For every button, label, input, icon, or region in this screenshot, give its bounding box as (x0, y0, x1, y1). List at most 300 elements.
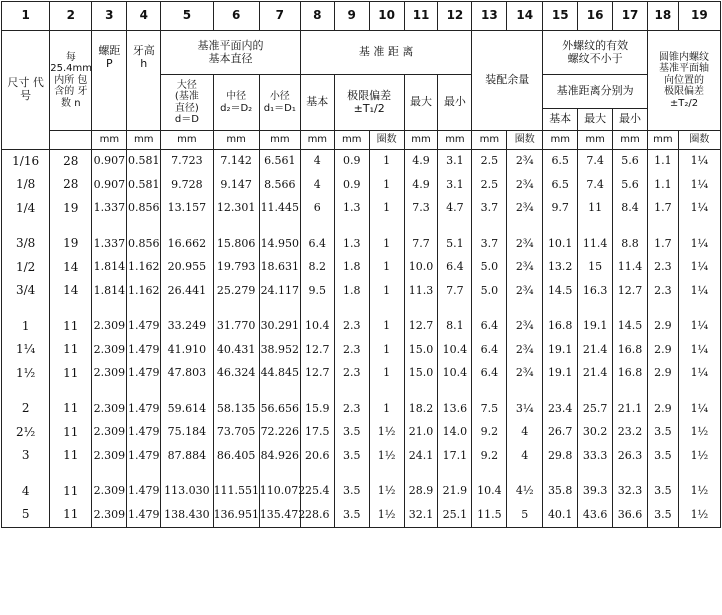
table-cell: 7.4 (578, 174, 613, 198)
spacer-cell (578, 468, 613, 480)
table-cell: 3.7 (472, 197, 507, 221)
column-number: 17 (613, 2, 648, 31)
table-cell: 1 (369, 280, 404, 304)
table-cell: 4.9 (404, 150, 438, 174)
spacer-cell (2, 386, 50, 398)
spacer-cell (300, 221, 334, 233)
spacer-cell (50, 303, 92, 315)
spacer-cell (543, 386, 578, 398)
table-cell: 3.7 (472, 233, 507, 257)
table-cell: 18.2 (404, 398, 438, 422)
table-row (2, 421, 721, 445)
int-thread-deviation-header: 圆锥内螺纹 基准平面轴 向位置的 极限偏差 ±T₂/2 (648, 31, 721, 131)
table-cell: 2.5 (472, 174, 507, 198)
table-cell: 2.3 (648, 256, 679, 280)
thread-dimensions-table (1, 1, 721, 528)
spacer-cell (127, 468, 161, 480)
unit-fit-mm: mm (472, 131, 507, 150)
basic-diameter-group-header: 基准平面内的 基本直径 (161, 31, 301, 75)
table-cell: 2.9 (648, 315, 679, 339)
table-cell: 0.581 (127, 150, 161, 174)
table-cell: 1¼ (678, 256, 720, 280)
table-cell: 32.1 (404, 504, 438, 528)
min-distance-header: 最小 (438, 75, 472, 131)
column-number: 9 (334, 2, 369, 31)
column-number: 18 (648, 2, 679, 31)
table-cell: 2¾ (507, 256, 543, 280)
table-cell: 14.5 (613, 315, 648, 339)
table-cell: 26.441 (161, 280, 213, 304)
table-cell: 28 (50, 150, 92, 174)
spacer-cell (648, 468, 679, 480)
table-cell: 5 (507, 504, 543, 528)
table-cell: 2.9 (648, 362, 679, 386)
table-cell: 3.1 (438, 174, 472, 198)
table-cell: 1.8 (334, 280, 369, 304)
table-cell: 1.479 (127, 445, 161, 469)
table-cell: 1.162 (127, 280, 161, 304)
table-cell: 8.8 (613, 233, 648, 257)
table-cell: 2¾ (507, 280, 543, 304)
spacer-cell (50, 386, 92, 398)
table-cell: 28.9 (404, 480, 438, 504)
table-cell: 11 (578, 197, 613, 221)
spacer-cell (213, 221, 259, 233)
table-cell: 36.6 (613, 504, 648, 528)
table-cell: 11 (50, 398, 92, 422)
table-cell: 3¼ (507, 398, 543, 422)
table-cell: 58.135 (213, 398, 259, 422)
table-cell: 1/16 (2, 150, 50, 174)
unit-limit-turns: 圈数 (369, 131, 404, 150)
table-cell: 8.566 (259, 174, 300, 198)
table-cell: 4.9 (404, 174, 438, 198)
table-cell: 44.845 (259, 362, 300, 386)
table-cell: 1.337 (92, 197, 127, 221)
table-cell: 5.0 (472, 280, 507, 304)
table-cell: 75.184 (161, 421, 213, 445)
table-cell: 6.4 (472, 339, 507, 363)
table-cell: 135.472 (259, 504, 300, 528)
spacer-cell (213, 386, 259, 398)
table-cell: 0.9 (334, 150, 369, 174)
table-cell: 19.1 (543, 362, 578, 386)
table-cell: 6.4 (472, 315, 507, 339)
table-cell: 11 (50, 339, 92, 363)
table-cell: 4 (507, 445, 543, 469)
table-cell: 3/8 (2, 233, 50, 257)
spacer-cell (578, 221, 613, 233)
unit-int-turns: 圈数 (678, 131, 720, 150)
table-cell: 1.7 (648, 197, 679, 221)
table-cell: 0.856 (127, 233, 161, 257)
spacer-cell (2, 221, 50, 233)
table-cell: 24.117 (259, 280, 300, 304)
table-cell: 2.309 (92, 362, 127, 386)
spacer-cell (300, 303, 334, 315)
table-cell: 11 (50, 315, 92, 339)
table-cell: 3.5 (334, 421, 369, 445)
table-cell: 35.8 (543, 480, 578, 504)
table-cell: 10.4 (438, 362, 472, 386)
table-cell: 10.0 (404, 256, 438, 280)
table-cell: 2.3 (334, 362, 369, 386)
table-cell: 1 (369, 256, 404, 280)
gauge-distance-group-header: 基 准 距 离 (300, 31, 472, 75)
table-cell: 14 (50, 280, 92, 304)
table-cell: 32.3 (613, 480, 648, 504)
spacer-cell (369, 221, 404, 233)
column-number: 14 (507, 2, 543, 31)
table-cell: 1½ (2, 362, 50, 386)
table-cell: 6 (300, 197, 334, 221)
unit-tpi (50, 131, 92, 150)
table-cell: 21.1 (613, 398, 648, 422)
spacer-cell (213, 303, 259, 315)
table-cell: 19 (50, 233, 92, 257)
table-cell: 1.8 (334, 256, 369, 280)
table-cell: 28.6 (300, 504, 334, 528)
spacer-cell (472, 386, 507, 398)
table-cell: 24.1 (404, 445, 438, 469)
spacer-cell (259, 303, 300, 315)
max-distance-header: 最大 (404, 75, 438, 131)
table-cell: 9.2 (472, 421, 507, 445)
table-cell: 20.6 (300, 445, 334, 469)
table-cell: 33.249 (161, 315, 213, 339)
column-number: 6 (213, 2, 259, 31)
spacer-cell (300, 468, 334, 480)
table-row (2, 445, 721, 469)
table-cell: 1½ (369, 504, 404, 528)
table-row (2, 504, 721, 528)
table-cell: 1¼ (2, 339, 50, 363)
spacer-cell (507, 386, 543, 398)
table-cell: 1.479 (127, 315, 161, 339)
table-cell: 1 (369, 315, 404, 339)
table-cell: 10.4 (472, 480, 507, 504)
unit-basic: mm (300, 131, 334, 150)
spacer-cell (543, 468, 578, 480)
table-cell: 9.728 (161, 174, 213, 198)
table-cell: 15.0 (404, 362, 438, 386)
size-code-header: 尺寸 代号 (2, 31, 50, 150)
table-row (2, 480, 721, 504)
column-number: 7 (259, 2, 300, 31)
table-cell: 15.9 (300, 398, 334, 422)
height-header: 牙高 h (127, 31, 161, 131)
table-cell: 1 (2, 315, 50, 339)
table-cell: 2.3 (334, 315, 369, 339)
table-cell: 2½ (2, 421, 50, 445)
table-cell: 7.723 (161, 150, 213, 174)
table-cell: 1 (369, 150, 404, 174)
spacer-cell (2, 303, 50, 315)
table-cell: 3/4 (2, 280, 50, 304)
table-cell: 1¼ (678, 280, 720, 304)
column-number: 1 (2, 2, 50, 31)
row-spacer (2, 468, 721, 480)
spacer-cell (161, 221, 213, 233)
table-cell: 2¾ (507, 233, 543, 257)
column-number: 10 (369, 2, 404, 31)
table-cell: 73.705 (213, 421, 259, 445)
spacer-cell (507, 468, 543, 480)
spacer-cell (678, 303, 720, 315)
table-cell: 1.479 (127, 362, 161, 386)
table-cell: 1.1 (648, 150, 679, 174)
spacer-cell (369, 468, 404, 480)
table-cell: 1.3 (334, 233, 369, 257)
table-cell: 111.551 (213, 480, 259, 504)
column-number: 15 (543, 2, 578, 31)
spacer-cell (161, 303, 213, 315)
table-cell: 20.955 (161, 256, 213, 280)
table-cell: 26.7 (543, 421, 578, 445)
unit-ext-min: mm (613, 131, 648, 150)
column-number: 13 (472, 2, 507, 31)
table-cell: 30.2 (578, 421, 613, 445)
table-cell: 1.479 (127, 398, 161, 422)
major-diameter-header: 大径 (基准 直径) d＝D (161, 75, 213, 131)
spacer-cell (648, 386, 679, 398)
table-cell: 41.910 (161, 339, 213, 363)
table-cell: 4½ (507, 480, 543, 504)
table-cell: 1.3 (334, 197, 369, 221)
table-cell: 1 (369, 174, 404, 198)
table-cell: 5.1 (438, 233, 472, 257)
table-cell: 0.581 (127, 174, 161, 198)
spacer-cell (472, 221, 507, 233)
table-cell: 1/2 (2, 256, 50, 280)
table-cell: 17.1 (438, 445, 472, 469)
table-cell: 43.6 (578, 504, 613, 528)
table-row (2, 315, 721, 339)
table-cell: 1 (369, 362, 404, 386)
basic-distance-header: 基本 (300, 75, 334, 131)
minor-diameter-header: 小径 d₁＝D₁ (259, 75, 300, 131)
table-cell: 3.5 (648, 421, 679, 445)
table-cell: 2.5 (472, 150, 507, 174)
table-cell: 3.1 (438, 150, 472, 174)
table-cell: 2.9 (648, 398, 679, 422)
limit-deviation-header: 极限偏差 ±T₁/2 (334, 75, 404, 131)
spacer-cell (543, 303, 578, 315)
table-cell: 15 (578, 256, 613, 280)
table-cell: 59.614 (161, 398, 213, 422)
table-cell: 1¼ (678, 398, 720, 422)
spacer-cell (648, 303, 679, 315)
table-cell: 1¼ (678, 233, 720, 257)
table-cell: 18.631 (259, 256, 300, 280)
table-cell: 33.3 (578, 445, 613, 469)
table-cell: 1.337 (92, 233, 127, 257)
spacer-cell (92, 386, 127, 398)
table-cell: 4 (300, 150, 334, 174)
table-cell: 25.7 (578, 398, 613, 422)
spacer-cell (613, 386, 648, 398)
table-cell: 17.5 (300, 421, 334, 445)
table-cell: 6.561 (259, 150, 300, 174)
table-cell: 2¾ (507, 174, 543, 198)
table-body (2, 150, 721, 528)
spacer-cell (438, 386, 472, 398)
table-cell: 1.479 (127, 504, 161, 528)
table-cell: 2.3 (334, 398, 369, 422)
table-cell: 2.309 (92, 421, 127, 445)
table-cell: 2.309 (92, 445, 127, 469)
table-cell: 3 (2, 445, 50, 469)
table-cell: 4 (300, 174, 334, 198)
column-number: 11 (404, 2, 438, 31)
column-number: 12 (438, 2, 472, 31)
table-cell: 13.157 (161, 197, 213, 221)
pitch-header: 螺距 P (92, 31, 127, 131)
unit-limit-mm: mm (334, 131, 369, 150)
table-cell: 19.793 (213, 256, 259, 280)
spacer-cell (578, 386, 613, 398)
fit-allowance-header: 装配余量 (472, 31, 543, 131)
table-cell: 25.1 (438, 504, 472, 528)
table-cell: 16.3 (578, 280, 613, 304)
table-row (2, 280, 721, 304)
table-cell: 21.4 (578, 362, 613, 386)
column-number: 5 (161, 2, 213, 31)
table-cell: 8.4 (613, 197, 648, 221)
spacer-cell (334, 221, 369, 233)
ext-max-header: 最大 (578, 109, 613, 131)
table-cell: 2.309 (92, 398, 127, 422)
table-cell: 40.431 (213, 339, 259, 363)
spacer-cell (369, 386, 404, 398)
table-cell: 2¾ (507, 362, 543, 386)
table-row (2, 339, 721, 363)
table-cell: 1.814 (92, 256, 127, 280)
ext-basic-header: 基本 (543, 109, 578, 131)
table-cell: 2.309 (92, 504, 127, 528)
table-cell: 8.1 (438, 315, 472, 339)
table-cell: 1½ (369, 445, 404, 469)
table-cell: 11 (50, 421, 92, 445)
table-cell: 5.6 (613, 150, 648, 174)
table-cell: 29.8 (543, 445, 578, 469)
table-row (2, 197, 721, 221)
unit-height: mm (127, 131, 161, 150)
table-cell: 14.5 (543, 280, 578, 304)
table-cell: 2.309 (92, 339, 127, 363)
column-number: 2 (50, 2, 92, 31)
table-cell: 1.479 (127, 339, 161, 363)
table-cell: 7.5 (472, 398, 507, 422)
table-cell: 1½ (678, 445, 720, 469)
table-cell: 5 (2, 504, 50, 528)
ext-min-header: 最小 (613, 109, 648, 131)
table-cell: 1.814 (92, 280, 127, 304)
table-cell: 3.5 (648, 480, 679, 504)
table-cell: 1¼ (678, 315, 720, 339)
table-cell: 3.5 (334, 445, 369, 469)
table-cell: 4 (507, 421, 543, 445)
spacer-cell (127, 303, 161, 315)
table-cell: 11.3 (404, 280, 438, 304)
table-cell: 13.2 (543, 256, 578, 280)
table-cell: 11 (50, 504, 92, 528)
table-cell: 12.7 (300, 339, 334, 363)
table-cell: 1.479 (127, 421, 161, 445)
unit-int-mm: mm (648, 131, 679, 150)
table-cell: 1½ (678, 504, 720, 528)
table-cell: 23.2 (613, 421, 648, 445)
table-cell: 10.1 (543, 233, 578, 257)
table-row (2, 256, 721, 280)
table-cell: 14.0 (438, 421, 472, 445)
spacer-cell (472, 303, 507, 315)
table-cell: 1½ (678, 421, 720, 445)
spacer-cell (369, 303, 404, 315)
unit-pitch-diam: mm (213, 131, 259, 150)
table-cell: 12.7 (300, 362, 334, 386)
spacer-cell (92, 221, 127, 233)
table-cell: 6.5 (543, 174, 578, 198)
table-cell: 2.9 (648, 339, 679, 363)
table-cell: 1¼ (678, 362, 720, 386)
table-cell: 84.926 (259, 445, 300, 469)
spacer-cell (578, 303, 613, 315)
table-cell: 12.7 (613, 280, 648, 304)
table-cell: 16.8 (613, 339, 648, 363)
table-cell: 113.030 (161, 480, 213, 504)
tpi-header: 每 25.4mm 内所 包含的 牙数 n (50, 31, 92, 131)
spacer-cell (213, 468, 259, 480)
unit-major: mm (161, 131, 213, 150)
table-cell: 7.7 (438, 280, 472, 304)
table-cell: 5.0 (472, 256, 507, 280)
table-cell: 110.072 (259, 480, 300, 504)
unit-fit-turns: 圈数 (507, 131, 543, 150)
spacer-cell (438, 221, 472, 233)
spacer-cell (648, 221, 679, 233)
table-cell: 9.147 (213, 174, 259, 198)
spacer-cell (438, 303, 472, 315)
table-cell: 1¼ (678, 150, 720, 174)
table-cell: 10.4 (300, 315, 334, 339)
table-cell: 4.7 (438, 197, 472, 221)
column-number: 19 (678, 2, 720, 31)
table-cell: 25.4 (300, 480, 334, 504)
spacer-cell (50, 221, 92, 233)
table-cell: 0.856 (127, 197, 161, 221)
table-cell: 7.4 (578, 150, 613, 174)
table-row (2, 398, 721, 422)
ext-thread-group-header: 外螺纹的有效 螺纹不小于 (543, 31, 648, 75)
spacer-cell (92, 303, 127, 315)
spacer-cell (161, 386, 213, 398)
table-cell: 11 (50, 480, 92, 504)
spacer-cell (259, 386, 300, 398)
unit-minor: mm (259, 131, 300, 150)
column-number: 8 (300, 2, 334, 31)
table-cell: 19.1 (578, 315, 613, 339)
table-cell: 0.907 (92, 150, 127, 174)
table-row (2, 150, 721, 174)
table-cell: 46.324 (213, 362, 259, 386)
table-cell: 86.405 (213, 445, 259, 469)
row-spacer (2, 221, 721, 233)
table-cell: 12.301 (213, 197, 259, 221)
table-cell: 1 (369, 339, 404, 363)
spacer-cell (438, 468, 472, 480)
table-cell: 39.3 (578, 480, 613, 504)
